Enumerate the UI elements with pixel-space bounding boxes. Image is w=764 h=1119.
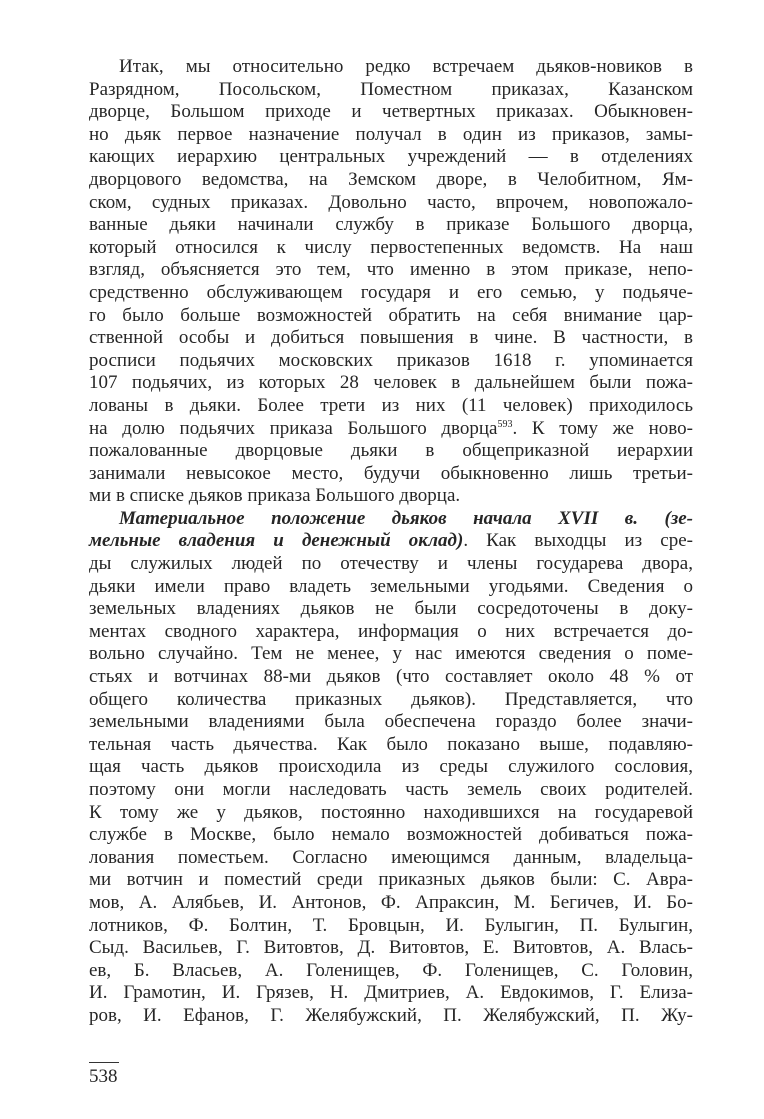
text-line	[89, 666, 693, 689]
text-line	[89, 282, 693, 305]
text-line	[89, 395, 693, 418]
text-segment: 107 подьячих, из которых 28 человек в дальнейшем были пожа-	[89, 372, 693, 394]
text-segment: кающих иерархию центральных учреждений — в отделениях	[89, 146, 693, 168]
text-line	[89, 711, 693, 734]
text-segment: ми в списке дьяков приказа Большого дворца.	[89, 485, 461, 507]
text-segment: средственно обслуживающем государя и его семью, у подьяче-	[89, 281, 693, 303]
text-segment: но дьяк первое назначение получал в один из приказов, замы-	[89, 123, 693, 145]
text-segment: стьях и вотчинах 88-ми дьяков (что составляет около 48 % от	[89, 666, 693, 688]
text-line	[89, 756, 693, 779]
paragraph	[89, 56, 693, 508]
text-segment: на долю подьячих приказа Большого дворца	[89, 417, 498, 439]
text-line	[89, 937, 693, 960]
text-segment: дворцового ведомства, на Земском дворе, в Челобитном, Ям-	[89, 168, 693, 190]
text-segment: пожалованные дворцовые дьяки в общеприказной иерархии	[89, 440, 693, 462]
text-line	[89, 915, 693, 938]
text-line	[89, 259, 693, 282]
text-line	[89, 327, 693, 350]
text-segment: тельная часть дьячества. Как было показано выше, подавляю-	[89, 733, 693, 755]
text-segment: Разрядном, Посольском, Поместном приказах, Казанском	[89, 78, 693, 100]
text-line	[89, 192, 693, 215]
text-segment: Итак, мы относительно редко встречаем дьяков-новиков в	[119, 56, 693, 77]
text-segment: дворце, Большом приходе и четвертных приказах. Обыкновен-	[89, 101, 693, 123]
text-segment: ментах сводного характера, информация о них встречается до-	[89, 620, 693, 642]
text-line	[89, 56, 693, 79]
text-line	[89, 621, 693, 644]
text-segment: службе в Москве, было немало возможностей добиваться пожа-	[89, 824, 693, 846]
text-line	[89, 824, 693, 847]
text-segment: ственной особы и добиться повышения в чине. В частности, в	[89, 327, 693, 349]
text-segment: го было больше возможностей обратить на себя внимание цар-	[89, 304, 693, 326]
text-segment: лованы в дьяки. Более трети из них (11 человек) приходилось	[89, 394, 693, 416]
text-segment: ми вотчин и поместий среди приказных дьяков были: С. Авра-	[89, 869, 693, 891]
text-segment: ванные дьяки начинали службу в приказе Большого дворца,	[89, 214, 693, 236]
text-line	[89, 350, 693, 373]
text-segment: лотников, Ф. Болтин, Т. Бровцын, И. Булыгин, П. Булыгин,	[89, 914, 693, 936]
text-line	[89, 463, 693, 486]
text-segment: занимали невысокое место, будучи обыкновенно лишь третьи-	[89, 462, 693, 484]
text-line	[89, 508, 693, 531]
text-segment: общего количества приказных дьяков). Представляется, что	[89, 688, 693, 710]
text-segment: ров, И. Ефанов, Г. Желябужский, П. Желябужский, П. Жу-	[89, 1004, 693, 1026]
text-line	[89, 305, 693, 328]
text-line	[89, 440, 693, 463]
text-segment: И. Грамотин, И. Грязев, Н. Дмитриев, А. Евдокимов, Г. Елиза-	[89, 982, 693, 1004]
text-line	[89, 124, 693, 147]
text-line	[89, 372, 693, 395]
text-line	[89, 79, 693, 102]
text-line	[89, 530, 693, 553]
text-segment: ском, судных приказах. Довольно часто, впрочем, новопожало-	[89, 191, 693, 213]
section-heading-text: мельные владения и денежный оклад)	[89, 530, 464, 552]
text-line	[89, 418, 693, 441]
text-segment: который относился к числу первостепенных ведомств. На наш	[89, 236, 693, 258]
section-heading-text: Материальное положение дьяков начала XVII в. (зе-	[119, 507, 693, 529]
text-segment: вольно случайно. Тем не менее, у нас имеются сведения о поме-	[89, 643, 693, 665]
text-line	[89, 869, 693, 892]
text-line	[89, 779, 693, 802]
text-segment: росписи подьячих московских приказов 1618 г. упоминается	[89, 349, 693, 371]
text-segment: щая часть дьяков происходила из среды служилого сословия,	[89, 756, 693, 778]
text-segment: земельных владениях дьяков не были сосредоточены в доку-	[89, 598, 693, 620]
text-segment: ев, Б. Власьев, А. Голенищев, Ф. Голенищев, С. Головин,	[89, 959, 693, 981]
text-line	[89, 892, 693, 915]
text-line	[89, 689, 693, 712]
footnote-rule	[89, 1062, 119, 1063]
text-segment: мов, А. Алябьев, И. Антонов, Ф. Апраксин, М. Бегичев, И. Бо-	[89, 891, 693, 913]
text-segment: земельными владениями была обеспечена гораздо более значи-	[89, 711, 693, 733]
text-line	[89, 146, 693, 169]
text-line	[89, 237, 693, 260]
text-segment: . К тому же ново-	[512, 417, 693, 439]
text-segment: Сыд. Васильев, Г. Витовтов, Д. Витовтов, Е. Витовтов, А. Влась-	[89, 937, 693, 959]
text-line	[89, 982, 693, 1005]
footnote-ref: 593	[497, 418, 513, 430]
text-segment: взгляд, объясняется это тем, что именно в этом приказе, непо-	[89, 259, 693, 281]
text-line	[89, 169, 693, 192]
text-line	[89, 598, 693, 621]
text-line	[89, 847, 693, 870]
page-number: 538	[89, 1066, 118, 1087]
page-body	[89, 56, 693, 1028]
text-segment: поэтому они могли наследовать часть земель своих родителей.	[89, 779, 693, 800]
text-segment: лования поместьем. Согласно имеющимся данным, владельца-	[89, 846, 693, 868]
paragraph	[89, 508, 693, 1028]
text-line	[89, 734, 693, 757]
text-line	[89, 485, 693, 508]
text-line	[89, 802, 693, 825]
text-segment: дьяки имели право владеть земельными угодьями. Сведения о	[89, 575, 693, 597]
text-line	[89, 553, 693, 576]
text-line	[89, 576, 693, 599]
text-line	[89, 101, 693, 124]
text-line	[89, 643, 693, 666]
text-segment: К тому же у дьяков, постоянно находившихся на государевой	[89, 801, 693, 823]
text-line	[89, 960, 693, 983]
text-line	[89, 1005, 693, 1028]
text-segment: ды служилых людей по отечеству и члены государева двора,	[89, 553, 693, 575]
text-segment: . Как выходцы из сре-	[463, 530, 693, 552]
text-line	[89, 214, 693, 237]
